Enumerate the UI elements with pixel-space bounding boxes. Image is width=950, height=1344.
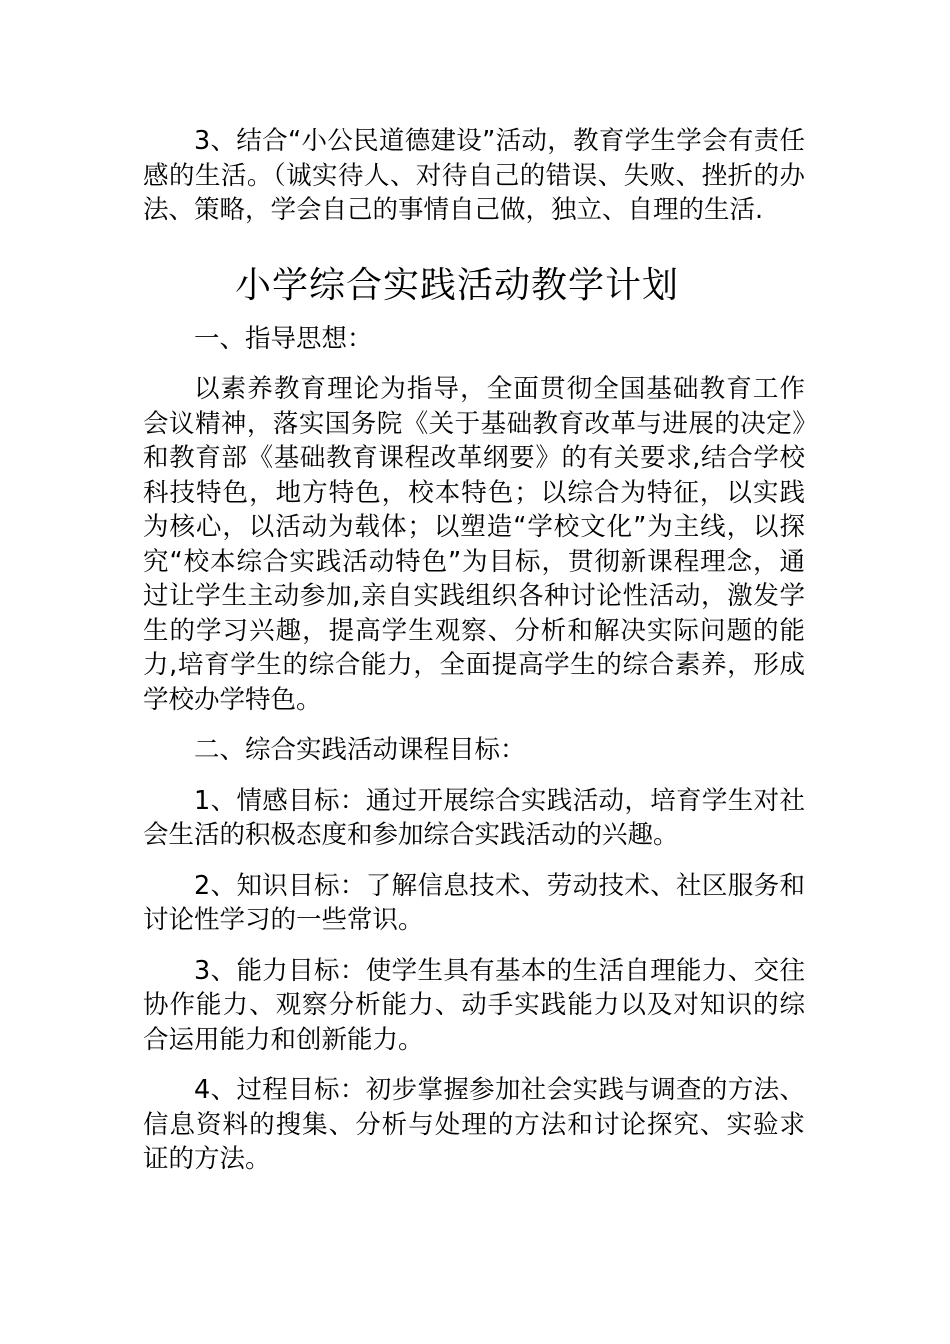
section-body-guiding-ideology: 以素养教育理论为指导，全面贯彻全国基础教育工作会议精神，落实国务院《关于基础教育改革与进展的决定》和教育部《基础教育课程改革纲要》的有关要求,结合学校科技特色，地方特色，校本特色；以综合为特征，以实践为核心，以活动为载体；以塑造“学校文化”为主线，以探究“校本综合实践活动特色”为目标，贯彻新课程理念，通过让学生主动参加,亲自实践组织各种讨论性活动，激发学生的学习兴趣，提高学生观察、分析和解决实际问题的能力,培育学生的综合能力，全面提高学生的综合素养，形成学校办学特色。 xyxy=(143,374,805,715)
intro-paragraph: 3、结合“小公民道德建设”活动，教育学生学会有责任感的生活。（诚实待人、对待自己的错误、失败、挫折的办法、策略，学会自己的事情自己做，独立、自理的生活. xyxy=(143,126,805,225)
goal-process: 4、过程目标：初步掌握参加社会实践与调查的方法、信息资料的搜集、分析与处理的方法和讨论探究、实验求证的方法。 xyxy=(143,1075,805,1174)
goal-knowledge: 2、知识目标：了解信息技术、劳动技术、社区服务和讨论性学习的一些常识。 xyxy=(143,870,805,935)
document-page xyxy=(143,124,805,1177)
goal-ability: 3、能力目标：使学生具有基本的生活自理能力、交往协作能力、观察分析能力、动手实践能力以及对知识的综合运用能力和创新能力。 xyxy=(143,955,805,1055)
goal-emotion: 1、情感目标：通过开展综合实践活动，培育学生对社会生活的积极态度和参加综合实践活动的兴趣。 xyxy=(143,785,805,850)
section-heading-guiding-ideology: 一、指导思想： xyxy=(194,323,373,354)
document-title: 小学综合实践活动教学计划 xyxy=(235,264,680,306)
section-heading-course-goals: 二、综合实践活动课程目标： xyxy=(194,735,526,765)
